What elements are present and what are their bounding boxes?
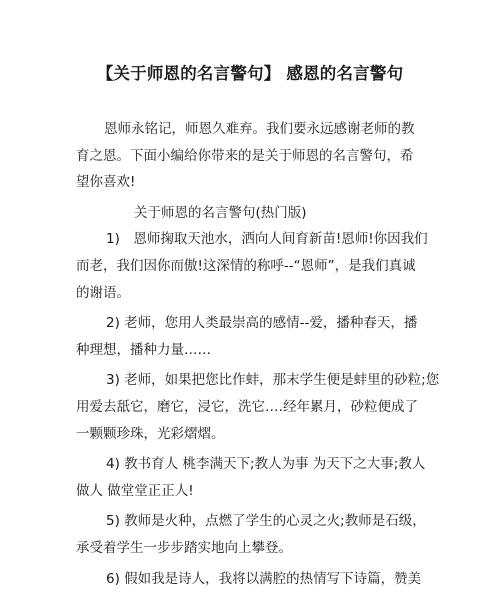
quote-line: 3) 老师，如果把您比作蚌，那末学生便是蚌里的砂粒;您	[76, 367, 448, 394]
quote-item-3	[76, 367, 448, 447]
intro-line: 育之恩。下面小编给你带来的是关于师恩的名言警句，希	[76, 143, 448, 170]
quote-line: 2) 老师，您用人类最崇高的感情--爱，播种春天，播	[76, 310, 448, 337]
quote-item-5	[76, 508, 448, 561]
quote-line: 用爱去舐它，磨它，浸它，洗它‥‥经年累月，砂粒便成了	[76, 394, 448, 421]
quote-line: 的谢语。	[76, 280, 448, 307]
quote-line: 做人 做堂堂正正人!	[76, 478, 448, 505]
quote-item-1	[76, 226, 448, 306]
section-subtitle: 关于师恩的名言警句(热门版)	[76, 200, 448, 227]
quote-item-6	[76, 566, 448, 592]
quote-item-4	[76, 451, 448, 504]
intro-line: 恩师永铭记，师恩久难弃。我们要永远感谢老师的教	[76, 116, 448, 143]
quote-item-2	[76, 310, 448, 363]
quote-line: 4) 教书育人 桃李满天下;教人为事 为天下之大事;教人	[76, 451, 448, 478]
quote-line: 6) 假如我是诗人，我将以满腔的热情写下诗篇，赞美	[76, 566, 448, 592]
quote-line: 5) 教师是火种，点燃了学生的心灵之火;教师是石级，	[76, 508, 448, 535]
quote-line: 而老，我们因你而傲!这深情的称呼--“恩师”，是我们真诚	[76, 253, 448, 280]
intro-line: 望你喜欢!	[76, 169, 448, 196]
quote-line: 承受着学生一步步踏实地向上攀登。	[76, 535, 448, 562]
quote-line: 种理想，播种力量……	[76, 337, 448, 364]
quote-line: 一颗颗珍珠，光彩熠熠。	[76, 421, 448, 448]
document-title: 【关于师恩的名言警句】 感恩的名言警句	[0, 60, 500, 84]
document-body	[76, 116, 448, 592]
quote-line: 1) 恩师掬取天池水，洒向人间育新苗!恩师!你因我们	[76, 226, 448, 253]
intro-paragraph	[76, 116, 448, 196]
